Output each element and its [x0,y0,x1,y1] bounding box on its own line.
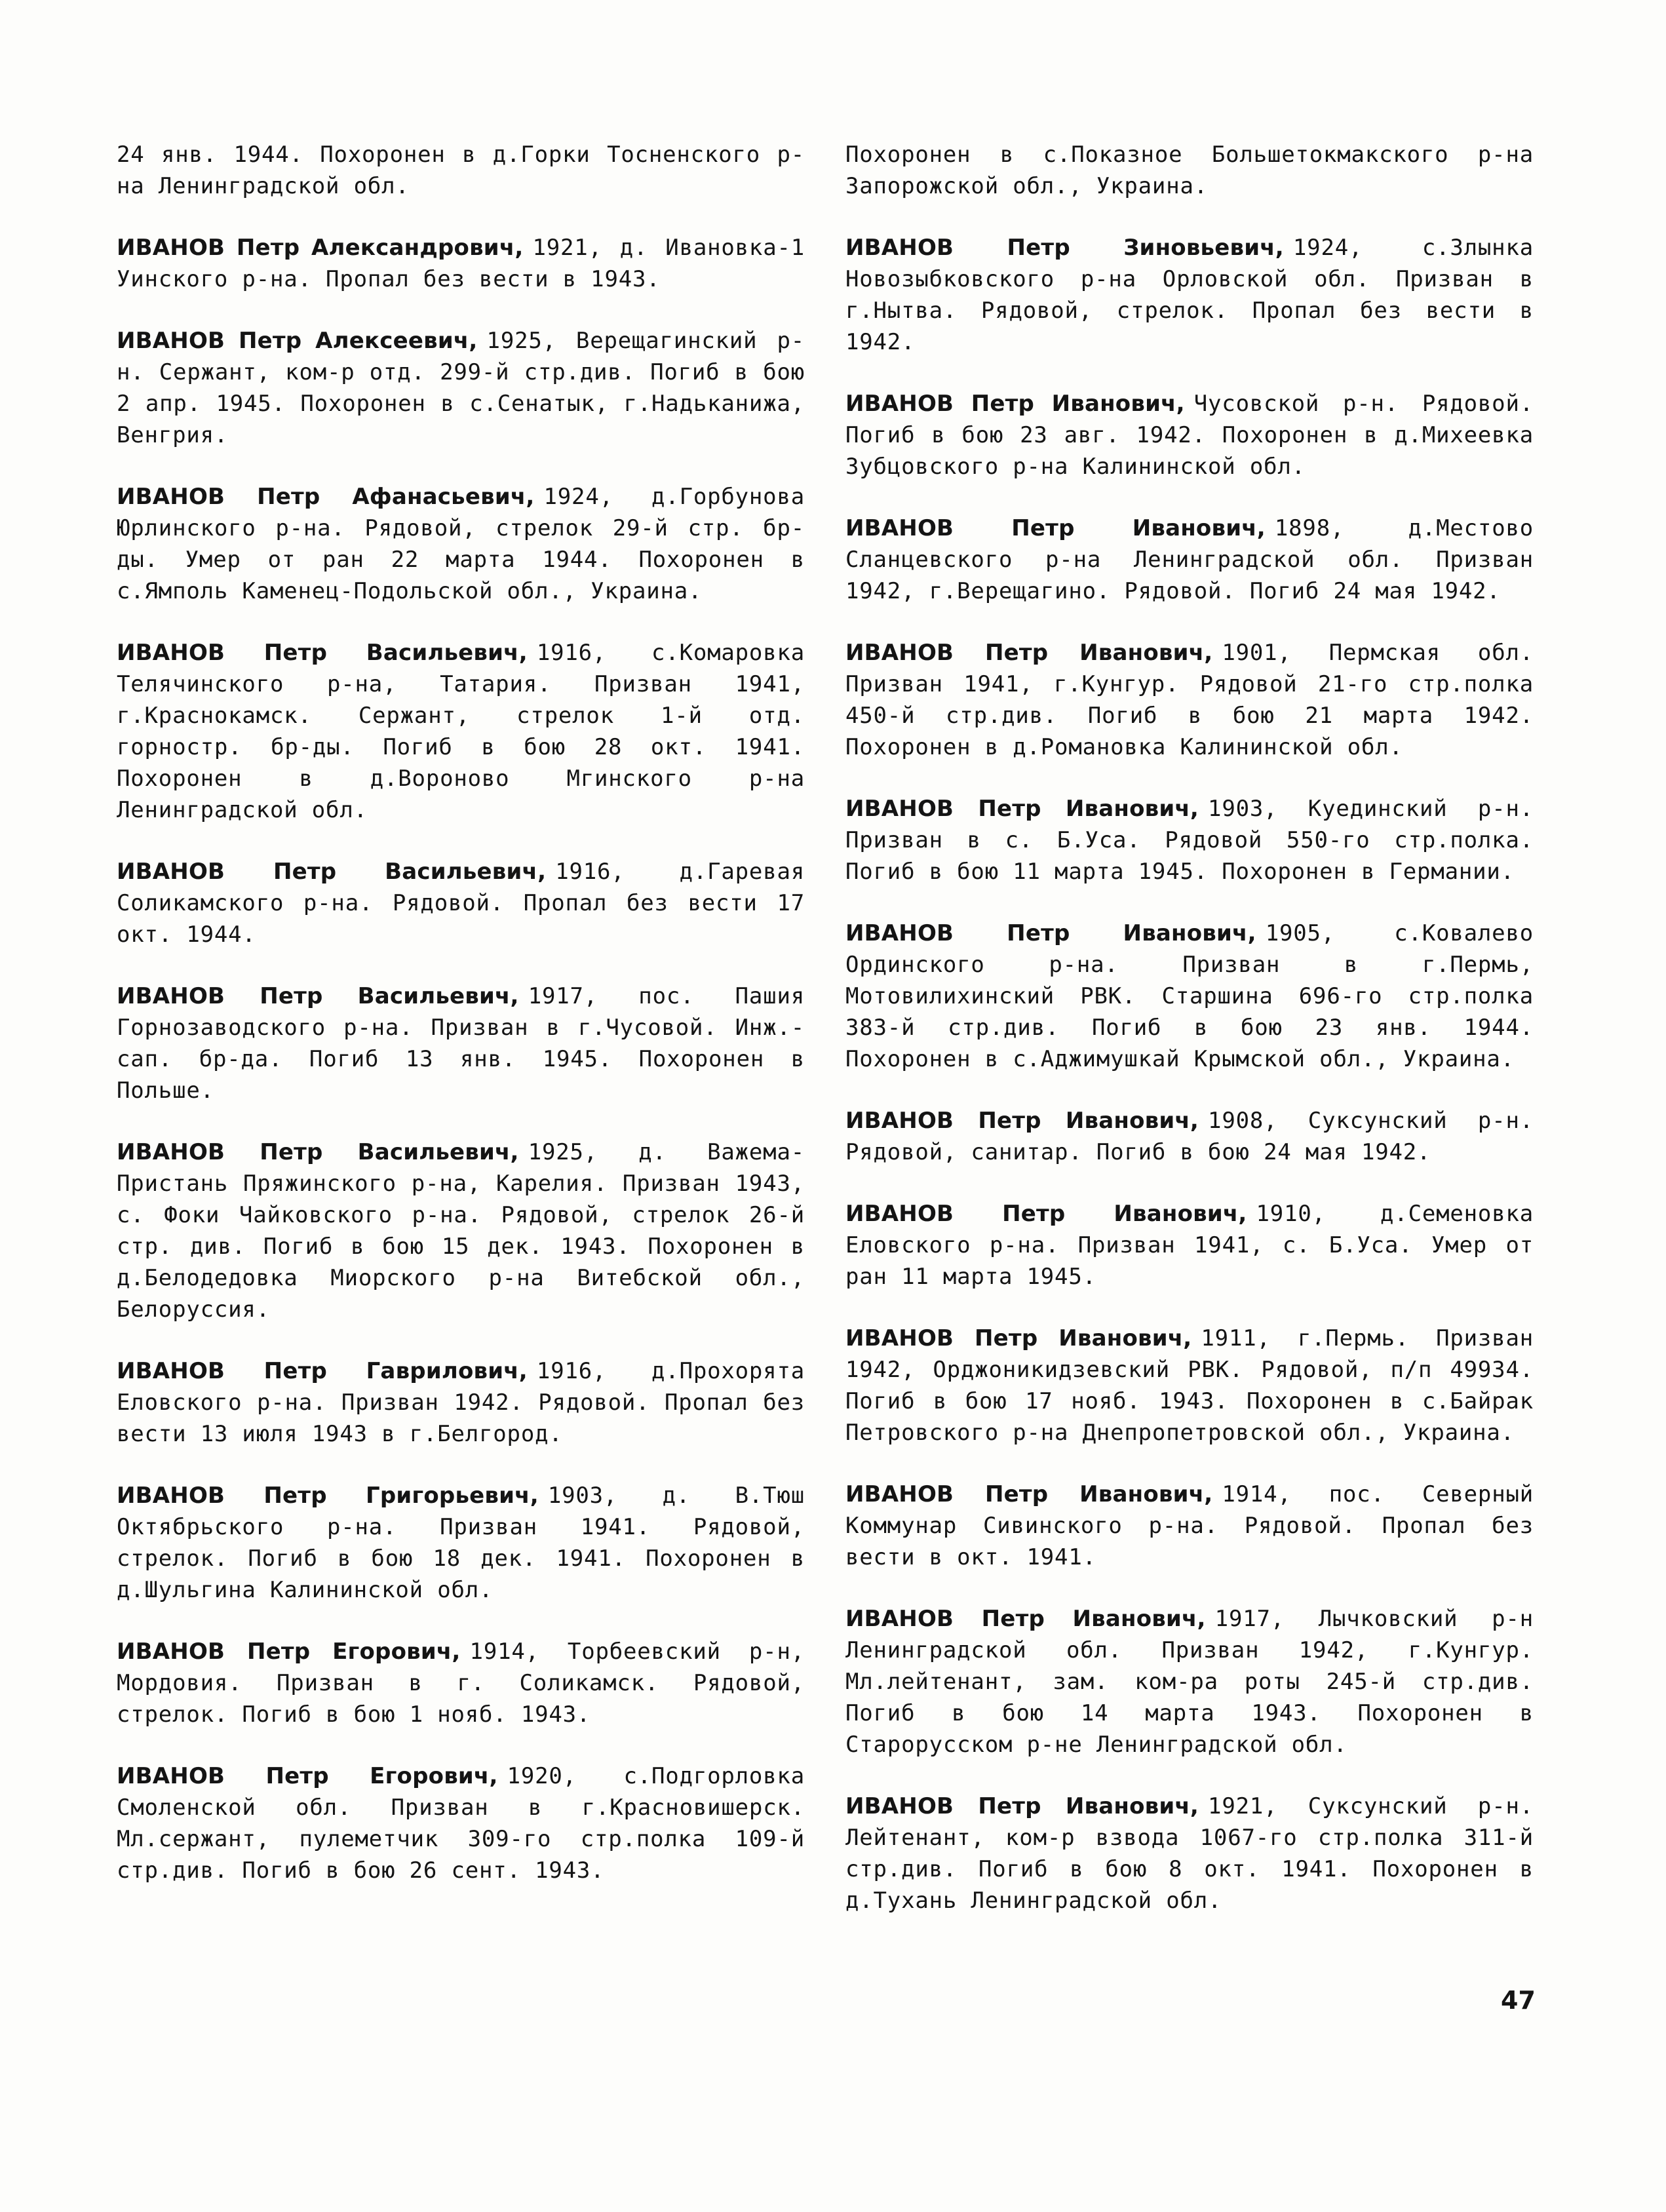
entry-name: ИВАНОВ Петр Григорьевич, [117,1483,539,1509]
entry [117,1636,805,1730]
entry-name: ИВАНОВ Петр Иванович, [845,1201,1247,1227]
entry-text: 1898, д.Местово Сланцевского р-на Ленинградской обл. Призван 1942, г.Верещагино. Рядовой. Погиб 24 мая 1942. [845,515,1534,604]
entry-text: 1917, пос. Пашия Горнозаводского р-на. Призван в г.Чусовой. Инж.-сап. бр-да. Погиб 13 янв. 1945. Похоронен в Польше. [117,983,805,1104]
entry-text: 1903, д. В.Тюш Октябрьского р-на. Призван 1941. Рядовой, стрелок. Погиб в бою 18 дек. 1941. Похоронен в д.Шульгина Калининской обл. [117,1483,805,1603]
page-number: 47 [1501,1986,1536,2015]
entry [117,1760,805,1886]
entry-text: 1920, с.Подгорловка Смоленской обл. Призван в г.Красновишерск. Мл.сержант, пулеметчик 309-го стр.полка 109-й стр.див. Погиб в бою 26 сент. 1943. [117,1763,805,1884]
entry-text: 1916, д.Гаревая Соликамского р-на. Рядовой. Пропал без вести 17 окт. 1944. [117,859,805,948]
entry-text: Чусовской р-н. Рядовой. Погиб в бою 23 авг. 1942. Похоронен в д.Михеевка Зубцовского р-на Калининской обл. [845,391,1534,480]
entry-name: ИВАНОВ Петр Зиновьевич, [845,235,1284,261]
entry-continuation [845,139,1534,202]
entry-name: ИВАНОВ Петр Егорович, [117,1763,498,1789]
entry-name: ИВАНОВ Петр Иванович, [845,1325,1192,1351]
entry-name: ИВАНОВ Петр Иванович, [845,1606,1206,1632]
right-column [845,139,1534,1947]
entry [117,232,805,295]
entry [845,232,1534,358]
entry [117,1480,805,1606]
entry [845,637,1534,763]
entry-text: 1925, Верещагинский р-н. Сержант, ком-р отд. 299-й стр.див. Погиб в бою 2 апр. 1945. Похоронен в с.Сенатык, г.Надьканижа, Венгрия. [117,328,805,448]
entry-text: 1914, пос. Северный Коммунар Сивинского р-на. Рядовой. Пропал без вести в окт. 1941. [845,1481,1534,1570]
entry [845,1791,1534,1916]
entry-name: ИВАНОВ Петр Иванович, [845,796,1199,822]
entry-name: ИВАНОВ Петр Александрович, [117,235,524,261]
entry-name: ИВАНОВ Петр Егорович, [117,1639,461,1665]
entry-name: ИВАНОВ Петр Иванович, [845,640,1213,666]
entry [845,918,1534,1075]
entry-text: 1924, д.Горбунова Юрлинского р-на. Рядовой, стрелок 29-й стр. бр-ды. Умер от ран 22 марта 1944. Похоронен в с.Ямполь Каменец-Подольской обл., Украина. [117,484,805,604]
entry [845,1603,1534,1760]
left-column [117,139,805,1916]
entry-name: ИВАНОВ Петр Иванович, [845,1481,1213,1507]
entry [845,388,1534,482]
entry-name: ИВАНОВ Петр Васильевич, [117,640,528,666]
entry-name: ИВАНОВ Петр Афанасьевич, [117,484,535,510]
entry [845,1105,1534,1168]
entry [845,793,1534,887]
entry-name: ИВАНОВ Петр Иванович, [845,391,1185,417]
entry-text: 1917, Лычковский р-н Ленинградской обл. Призван 1942, г.Кунгур. Мл.лейтенант, зам. ком-ра роты 245-й стр.див. Погиб в бою 14 марта 1943. Похоронен в Старорусском р-не Ленинградской обл. [845,1606,1534,1758]
entry-name: ИВАНОВ Петр Иванович, [845,1108,1199,1134]
entry-text: Похоронен в с.Показное Большетокмакского р-на Запорожской обл., Украина. [845,142,1534,199]
entry-text: 1921, Суксунский р-н. Лейтенант, ком-р взвода 1067-го стр.полка 311-й стр.див. Погиб в бою 8 окт. 1941. Похоронен в д.Тухань Ленинградской обл. [845,1793,1534,1914]
entry-text: 1911, г.Пермь. Призван 1942, Орджоникидзевский РВК. Рядовой, п/п 49934. Погиб в бою 17 нояб. 1943. Похоронен в с.Байрак Петровского р-на Днепропетровской обл., Украина. [845,1325,1534,1446]
entry-text: 1925, д. Важема-Пристань Пряжинского р-на, Карелия. Призван 1943, с. Фоки Чайковского р-на. Рядовой, стрелок 26-й стр. див. Погиб в бою 15 дек. 1943. Похоронен в д.Белодедовка Миорского р-на Витебской обл., Белоруссия. [117,1139,805,1323]
entry [117,637,805,826]
entry-name: ИВАНОВ Петр Иванович, [845,1793,1199,1819]
entry-name: ИВАНОВ Петр Алексеевич, [117,328,478,354]
entry [117,856,805,950]
entry [845,1198,1534,1292]
entry-name: ИВАНОВ Петр Васильевич, [117,859,547,885]
entry-name: ИВАНОВ Петр Иванович, [845,515,1266,541]
entry [117,980,805,1106]
entry-text: 1914, Торбеевский р-н, Мордовия. Призван в г. Соликамск. Рядовой, стрелок. Погиб в бою 1 нояб. 1943. [117,1639,805,1728]
entry-text: 1916, с.Комаровка Телячинского р-на, Татария. Призван 1941, г.Краснокамск. Сержант, стрелок 1-й отд. горностр. бр-ды. Погиб в бою 28 окт. 1941. Похоронен в д.Вороново Мгинского р-на Ленинградской обл. [117,640,805,823]
entry [117,1136,805,1325]
entry [845,1479,1534,1573]
entry-text: 24 янв. 1944. Похоронен в д.Горки Тосненского р-на Ленинградской обл. [117,142,805,199]
entry-text: 1924, с.Злынка Новозыбковского р-на Орловской обл. Призван в г.Нытва. Рядовой, стрелок. Пропал без вести в 1942. [845,235,1534,355]
entry-text: 1903, Куединский р-н. Призван в с. Б.Уса. Рядовой 550-го стр.полка. Погиб в бою 11 марта 1945. Похоронен в Германии. [845,796,1534,885]
entry [117,1355,805,1450]
entry [845,513,1534,607]
entry-name: ИВАНОВ Петр Иванович, [845,920,1256,946]
entry [845,1323,1534,1448]
entry-name: ИВАНОВ Петр Васильевич, [117,983,519,1009]
entry-name: ИВАНОВ Петр Гаврилович, [117,1358,528,1384]
entry-text: 1916, д.Прохорята Еловского р-на. Призван 1942. Рядовой. Пропал без вести 13 июля 1943 в г.Белгород. [117,1358,805,1447]
entry-text: 1901, Пермская обл. Призван 1941, г.Кунгур. Рядовой 21-го стр.полка 450-й стр.див. Погиб в бою 21 марта 1942. Похоронен в д.Романовка Калининской обл. [845,640,1534,760]
entry-text: 1921, д. Ивановка-1 Уинского р-на. Пропал без вести в 1943. [117,235,805,292]
entry-continuation [117,139,805,202]
entry-name: ИВАНОВ Петр Васильевич, [117,1139,519,1165]
entry-text: 1905, с.Ковалево Ординского р-на. Призван в г.Пермь, Мотовилихинский РВК. Старшина 696-го стр.полка 383-й стр.див. Погиб в бою 23 янв. 1944. Похоронен в с.Аджимушкай Крымской обл., Украина. [845,920,1534,1072]
entry [117,481,805,607]
entry-text: 1908, Суксунский р-н. Рядовой, санитар. Погиб в бою 24 мая 1942. [845,1108,1534,1165]
entry [117,325,805,451]
entry-text: 1910, д.Семеновка Еловского р-на. Призван 1941, с. Б.Уса. Умер от ран 11 марта 1945. [845,1201,1534,1290]
